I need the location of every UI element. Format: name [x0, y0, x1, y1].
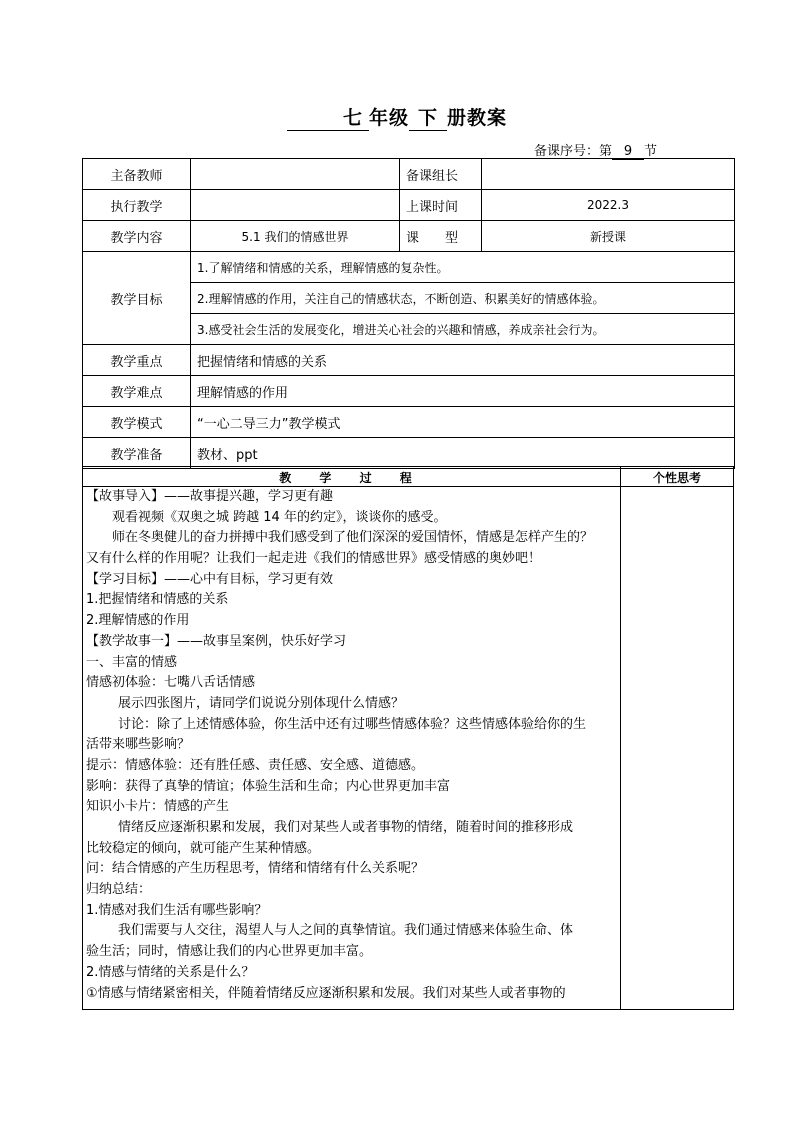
lesson-info-table — [82, 158, 735, 469]
process-line: ①情感与情绪紧密相关，伴随着情绪反应逐渐积累和发展。我们对某些人或者事物的 — [86, 985, 566, 1001]
lesson-type-label: 课 型 — [400, 221, 482, 252]
process-line: 提示：情感体验：还有胜任感、责任感、安全感、道德感。 — [86, 757, 425, 773]
process-line: 讨论：除了上述情感体验，你生活中还有过哪些情感体验？这些情感体验给你的生 — [118, 716, 587, 732]
mode-label: 教学模式 — [83, 407, 191, 438]
goals-label: 教学目标 — [83, 252, 191, 345]
content-value: 5.1 我们的情感世界 — [191, 221, 400, 252]
process-line: 一、丰富的情感 — [86, 654, 178, 670]
exec-teaching-label: 执行教学 — [83, 190, 191, 221]
serial-suffix: 节 — [644, 144, 658, 159]
grade-label: 年级 — [368, 107, 409, 129]
process-header: 教 学 过 程 — [279, 471, 424, 485]
process-line: 1.情感对我们生活有哪些影响？ — [86, 902, 268, 918]
page-title — [0, 103, 794, 131]
process-header-row — [83, 467, 733, 487]
prep-label: 教学准备 — [83, 438, 191, 469]
process-line: 又有什么样的作用呢？让我们一起走进《我们的情感世界》感受情感的奥妙吧！ — [86, 551, 542, 567]
content-label: 教学内容 — [83, 221, 191, 252]
table-row — [83, 252, 735, 283]
table-row — [83, 221, 735, 252]
prep-value: 教材、ppt — [191, 438, 735, 469]
process-line: 影响：获得了真挚的情谊；体验生活和生命；内心世界更加丰富 — [86, 778, 451, 794]
process-line: 我们需要与人交往，渴望人与人之间的真挚情谊。我们通过情感来体验生命、体 — [118, 923, 574, 939]
table-row — [83, 438, 735, 469]
volume-value: 下 — [409, 103, 447, 131]
process-line: 观看视频《双奥之城 跨越 14 年的约定》，谈谈你的感受。 — [112, 509, 447, 525]
lesson-type-value: 新授课 — [482, 221, 735, 252]
main-teacher-label: 主备教师 — [83, 159, 191, 190]
goal-item: 3.感受社会生活的发展变化，增进关心社会的兴趣和情感，养成亲社会行为。 — [191, 314, 735, 345]
table-row — [83, 407, 735, 438]
goal-item: 1.了解情绪和情感的关系，理解情感的复杂性。 — [191, 252, 735, 283]
key-point-label: 教学重点 — [83, 345, 191, 376]
process-line: 【学习目标】——心中有目标，学习更有效 — [86, 571, 334, 587]
process-line: 情感初体验：七嘴八舌话情感 — [86, 675, 256, 691]
process-line: 归纳总结： — [86, 882, 152, 898]
process-line: 1.把握情绪和情感的关系 — [86, 592, 229, 608]
process-line: 验生活；同时，情感让我们的内心世界更加丰富。 — [86, 944, 373, 960]
column-divider — [620, 467, 621, 1009]
process-line: 师在冬奥健儿的奋力拼搏中我们感受到了他们深深的爱国情怀，情感是怎样产生的？ — [112, 530, 594, 546]
reflection-header: 个性思考 — [652, 471, 701, 485]
class-date-label: 上课时间 — [400, 190, 482, 221]
volume-label: 册教案 — [447, 107, 508, 129]
group-leader-value — [482, 159, 735, 190]
main-teacher-value — [191, 159, 400, 190]
process-line: 2.情感与情绪的关系是什么？ — [86, 964, 255, 980]
teaching-process-section — [82, 466, 734, 1010]
table-row — [83, 376, 735, 407]
key-point-value: 把握情绪和情感的关系 — [191, 345, 735, 376]
mode-value: “一心二导三力”教学模式 — [191, 407, 735, 438]
process-line: 情绪反应逐渐积累和发展，我们对某些人或者事物的情绪，随着时间的推移形成 — [118, 820, 574, 835]
process-body — [86, 487, 620, 1004]
process-line: 展示四张图片，请同学们说说分别体现什么情感？ — [118, 695, 405, 711]
process-line: 比较稳定的倾向，就可能产生某种情感。 — [86, 840, 321, 856]
goal-item: 2.理解情感的作用，关注自己的情感状态，不断创造、积累美好的情感体验。 — [191, 283, 735, 314]
process-line: 2.理解情感的作用 — [86, 613, 190, 629]
grade-value: 七 — [287, 103, 369, 131]
table-row — [83, 190, 735, 221]
process-line: 【故事导入】——故事提兴趣，学习更有趣 — [86, 489, 334, 504]
exec-teaching-value — [191, 190, 400, 221]
table-row — [83, 159, 735, 190]
process-line: 活带来哪些影响？ — [86, 737, 191, 753]
serial-number: 9 — [612, 144, 644, 160]
table-row — [83, 345, 735, 376]
lesson-serial — [534, 140, 657, 160]
process-line: 问：结合情感的产生历程思考，情绪和情绪有什么关系呢？ — [86, 861, 425, 877]
difficulty-value: 理解情感的作用 — [191, 376, 735, 407]
difficulty-label: 教学难点 — [83, 376, 191, 407]
process-line: 【教学故事一】——故事呈案例，快乐好学习 — [86, 633, 347, 649]
group-leader-label: 备课组长 — [400, 159, 482, 190]
class-date-value: 2022.3 — [482, 190, 735, 221]
process-line: 知识小卡片：情感的产生 — [86, 799, 230, 815]
serial-prefix: 备课序号：第 — [534, 144, 613, 159]
